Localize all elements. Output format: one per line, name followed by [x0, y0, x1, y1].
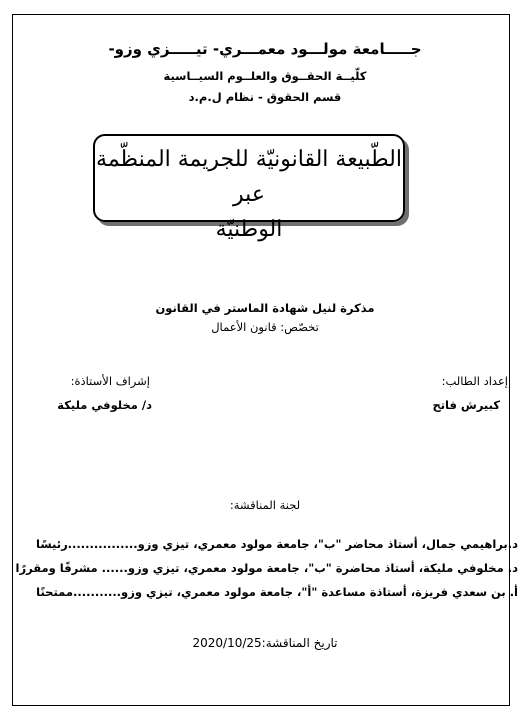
department-name: قسم الحقوق - نظام ل.م.د [188, 90, 342, 104]
thesis-title-line-1: الطّبيعة القانونيّة للجريمة المنظّمة عبر [96, 147, 402, 207]
committee-member: د.براهيمي جمال، أستاذ محاضر "ب"، جامعة مولود معمري، تيزي وزو................رئيسًا [36, 537, 518, 551]
student-label: إعداد الطالب: [441, 374, 508, 388]
page-border [12, 14, 510, 706]
committee-member: أ. بن سعدي فريزة، أستاذة مساعدة "أ"، جامعة مولود معمري، تيزي وزو...........ممتحنًا [36, 585, 518, 599]
committee-title: لجنة المناقشة: [229, 498, 301, 512]
supervisor-label: إشراف الأستاذة: [70, 374, 150, 388]
university-name: جـــــامعة مولـــود معمـــري- تيـــــزي وزو- [108, 40, 422, 58]
degree-statement: مذكرة لنيل شهادة الماستر في القانون [155, 301, 375, 315]
thesis-title-line-2: الوطنيّة [215, 217, 283, 242]
specialty: تخصّص: قانون الأعمال [211, 320, 319, 334]
committee-member: د. مخلوفي مليكة، أستاذ محاضرة "ب"، جامعة مولود معمري، تيزي وزو...... مشرفًا ومقررًا [15, 561, 518, 575]
defense-date: تاريخ المناقشة:2020/10/25 [192, 636, 338, 650]
thesis-title-box [93, 134, 405, 242]
faculty-name: كلّيــة الحقــوق والعلــوم السيــاسية [163, 69, 367, 83]
supervisor-name: د/ مخلوفي مليكة [57, 398, 152, 412]
student-name: كبيرش فاتح [432, 398, 500, 412]
